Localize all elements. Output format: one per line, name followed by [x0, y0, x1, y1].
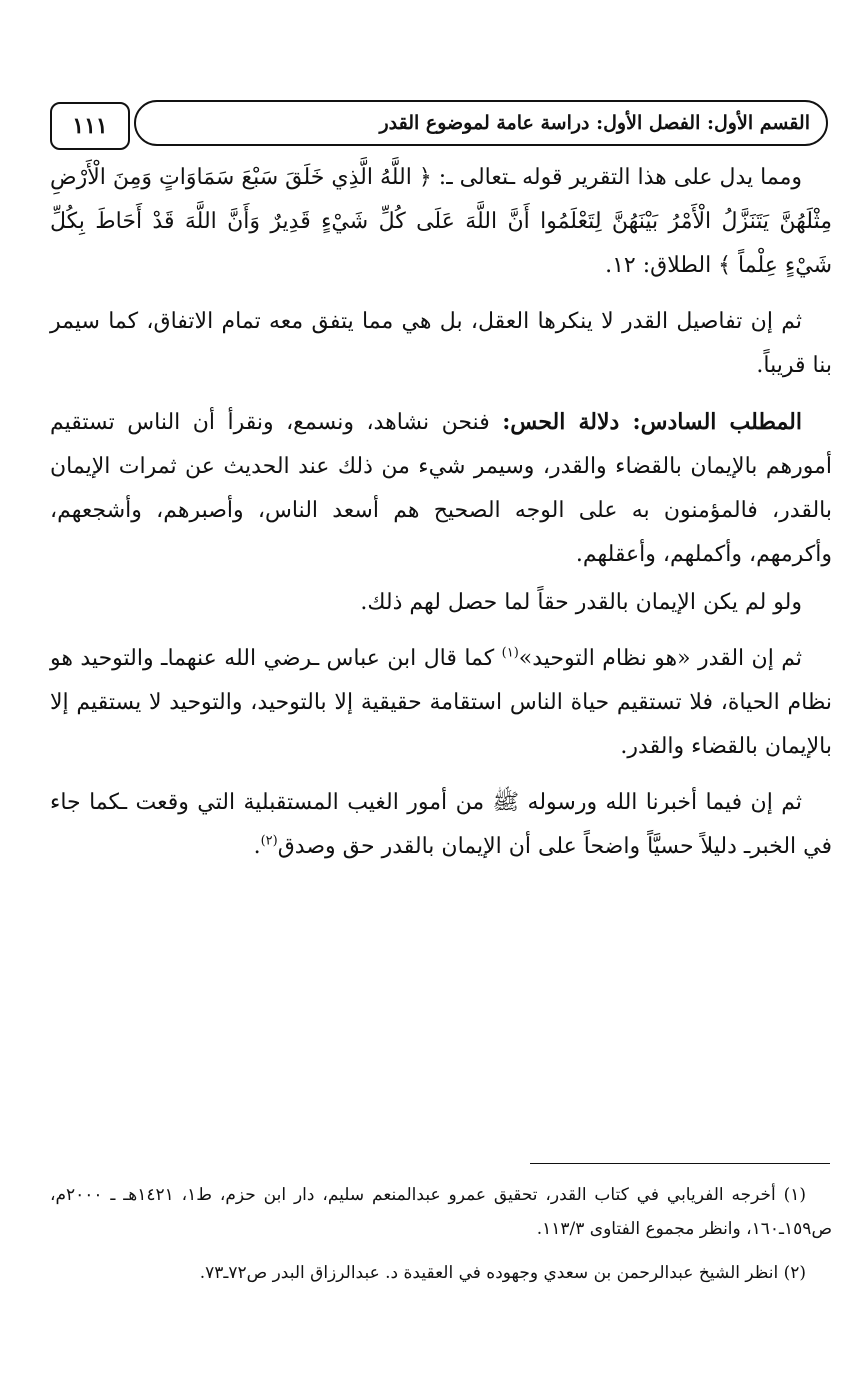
footnote-ref-2: (٢) [260, 833, 278, 849]
paragraph-conclusion: ولو لم يكن الإيمان بالقدر حقاً لما حصل لهم ذلك. [360, 590, 802, 615]
page-number: ١١١ [50, 102, 130, 150]
footnote-divider [530, 1163, 830, 1164]
paragraph-sense-evidence [50, 400, 832, 577]
paragraph-unseen [50, 781, 832, 869]
paragraph-quran-verse: ومما يدل على هذا التقرير قوله ـتعالى ـ: ﴿ اللَّهُ الَّذِي خَلَقَ سَبْعَ سَمَاوَاتٍ وَمِنَ الْأَرْضِ مِثْلَهُنَّ يَتَنَزَّلُ الْأَمْرُ بَيْنَهُنَّ لِتَعْلَمُوا أَنَّ اللَّهَ عَلَى كُلِّ شَيْءٍ قَدِيرٌ وَأَنَّ اللَّهَ قَدْ أَحَاطَ بِكُلِّ شَيْءٍ عِلْماً ﴾ الطلاق: ١٢. [50, 165, 832, 278]
paragraph-text: ثم إن فيما أخبرنا الله ورسوله ﷺ من أمور الغيب المستقبلية التي وقعت ـكما جاء في الخبرـ دليلاً حسيَّاً واضحاً على أن الإيمان بالقدر حق وصدق [50, 790, 832, 859]
paragraph-text: كما قال ابن عباس ـرضي الله عنهماـ والتوحيد هو نظام الحياة، فلا تستقيم حياة الناس استقامة حقيقية إلا بالتوحيد، والتوحيد لا يستقيم إلا بالإيمان بالقضاء والقدر. [50, 646, 832, 759]
running-title: القسم الأول: الفصل الأول: دراسة عامة لموضوع القدر [134, 100, 828, 146]
paragraph-text: . [253, 834, 261, 859]
section-text: فنحن نشاهد، ونسمع، ونقرأ أن الناس تستقيم أمورهم بالإيمان بالقضاء والقدر، وسيمر شيء من ذلك عند الحديث عن ثمرات الإيمان بالقدر، فالمؤمنون به على الوجه الصحيح هم أسعد الناس، وأصبرهم، وأشجعهم، وأكرمهم، وأكملهم، وأعقلهم. [50, 410, 832, 567]
paragraph-tawhid [50, 637, 832, 769]
main-text [50, 156, 832, 881]
footnotes [50, 1178, 832, 1300]
footnote-2: (٢) انظر الشيخ عبدالرحمن بن سعدي وجهوده في العقيدة د. عبدالرزاق البدر ص٧٢ـ٧٣. [199, 1263, 806, 1283]
page-header [50, 100, 830, 150]
footnote-ref-1: (١) [501, 645, 519, 661]
paragraph-reason: ثم إن تفاصيل القدر لا ينكرها العقل، بل هي مما يتفق معه تمام الاتفاق، كما سيمر بنا قريباً. [50, 309, 832, 378]
paragraph-text: ثم إن القدر «هو نظام التوحيد» [518, 646, 803, 671]
section-heading: المطلب السادس: دلالة الحس: [502, 409, 802, 435]
footnote-1: (١) أخرجه الفريابي في كتاب القدر، تحقيق عمرو عبدالمنعم سليم، دار ابن حزم، ط١، ١٤٢١هـ ـ ٢٠٠٠م، ص١٥٩ـ١٦٠، وانظر مجموع الفتاوى ١١٣/٣. [50, 1185, 832, 1239]
